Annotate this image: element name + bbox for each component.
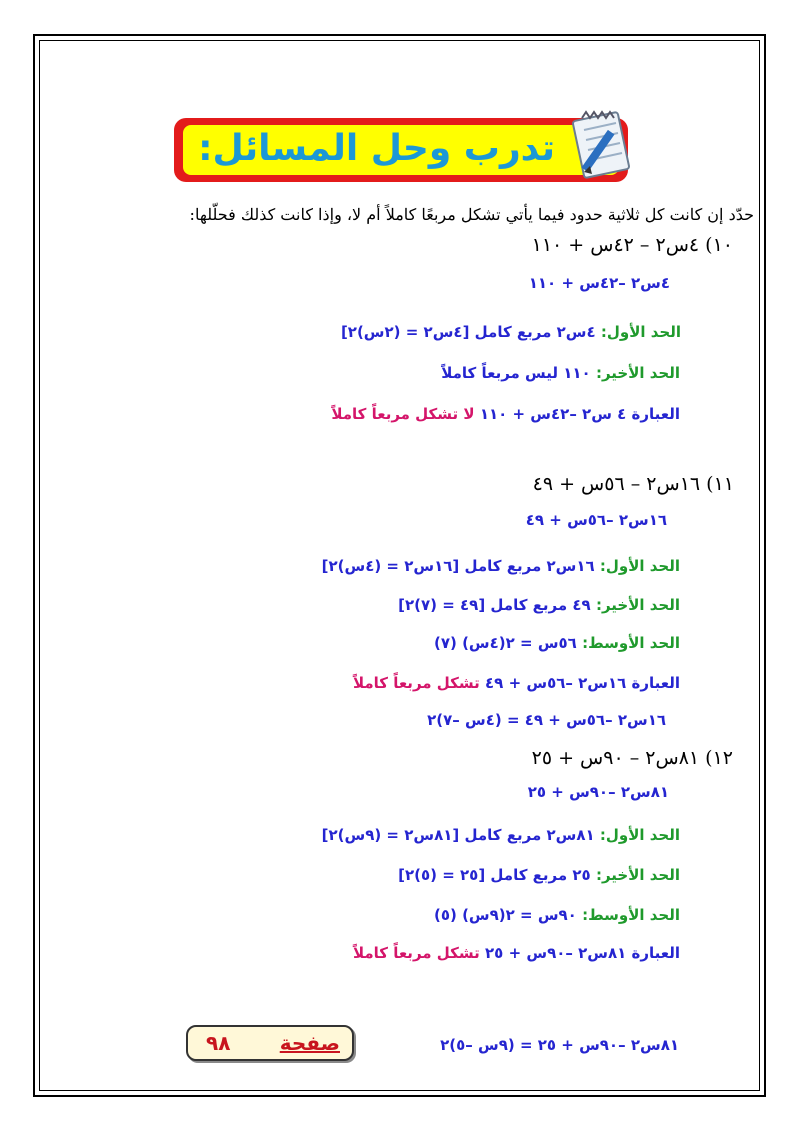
title-banner-inner xyxy=(183,125,619,175)
problem-12-first-term: الحد الأول: ٨١س٢ مربع كامل [٨١س٢ = (٩س)٢] xyxy=(321,826,680,844)
title-banner xyxy=(174,118,628,182)
instruction-text: حدّد إن كانت كل ثلاثية حدود فيما يأتي تشكل مربعًا كاملاً أم لا، وإذا كانت كذلك فحلّلها: xyxy=(189,205,754,224)
problem-10-restate: ٤س٢ –٤٢س + ١١٠ xyxy=(528,274,670,292)
page-title: تدرب وحل المسائل: xyxy=(198,128,555,169)
problem-11-heading xyxy=(533,473,734,495)
problem-11-last-term: الحد الأخير: ٤٩ مربع كامل [٤٩ = (٧)٢] xyxy=(398,596,680,614)
problem-number: ١٢) xyxy=(705,747,733,769)
problem-expression: ٤س٢ – ٤٢س + ١١٠ xyxy=(531,234,700,256)
problem-12-restate: ٨١س٢ –٩٠س + ٢٥ xyxy=(527,783,669,801)
problem-number: ١٠) xyxy=(705,234,733,256)
problem-10-first-term: الحد الأول: ٤س٢ مربع كامل [٤س٢ = (٢س)٢] xyxy=(340,323,681,341)
problem-10-result: العبارة ٤ س٢ –٤٢س + ١١٠ لا تشكل مربعاً كاملاً xyxy=(331,405,680,423)
problem-10-heading xyxy=(532,234,733,256)
problem-12-result: العبارة ٨١س٢ –٩٠س + ٢٥ تشكل مربعاً كاملاً xyxy=(352,944,680,962)
page-label: صفحة xyxy=(279,1031,340,1055)
problem-expression: ٨١س٢ – ٩٠س + ٢٥ xyxy=(531,747,700,769)
problem-11-first-term: الحد الأول: ١٦س٢ مربع كامل [١٦س٢ = (٤س)٢] xyxy=(321,557,680,575)
problem-11-middle-term: الحد الأوسط: ٥٦س = ٢(٤س) (٧) xyxy=(433,634,680,652)
problem-10-last-term: الحد الأخير: ١١٠ ليس مربعاً كاملاً xyxy=(441,364,680,382)
problem-11-result: العبارة ١٦س٢ –٥٦س + ٤٩ تشكل مربعاً كاملاً xyxy=(352,674,680,692)
notepad-pencil-icon xyxy=(572,106,636,186)
problem-11-restate: ١٦س٢ –٥٦س + ٤٩ xyxy=(525,511,667,529)
page-number: ٩٨ xyxy=(206,1031,231,1055)
problem-12-last-term: الحد الأخير: ٢٥ مربع كامل [٢٥ = (٥)٢] xyxy=(398,866,680,884)
problem-expression: ١٦س٢ – ٥٦س + ٤٩ xyxy=(532,473,701,495)
problem-12-heading xyxy=(532,747,733,769)
problem-12-factored: ٨١س٢ –٩٠س + ٢٥ = (٩س –٥)٢ xyxy=(440,1036,679,1054)
page-number-badge xyxy=(186,1025,354,1061)
problem-12-middle-term: الحد الأوسط: ٩٠س = ٢(٩س) (٥) xyxy=(433,906,680,924)
problem-11-factored: ١٦س٢ –٥٦س + ٤٩ = (٤س –٧)٢ xyxy=(427,711,666,729)
problem-number: ١١) xyxy=(706,473,734,495)
